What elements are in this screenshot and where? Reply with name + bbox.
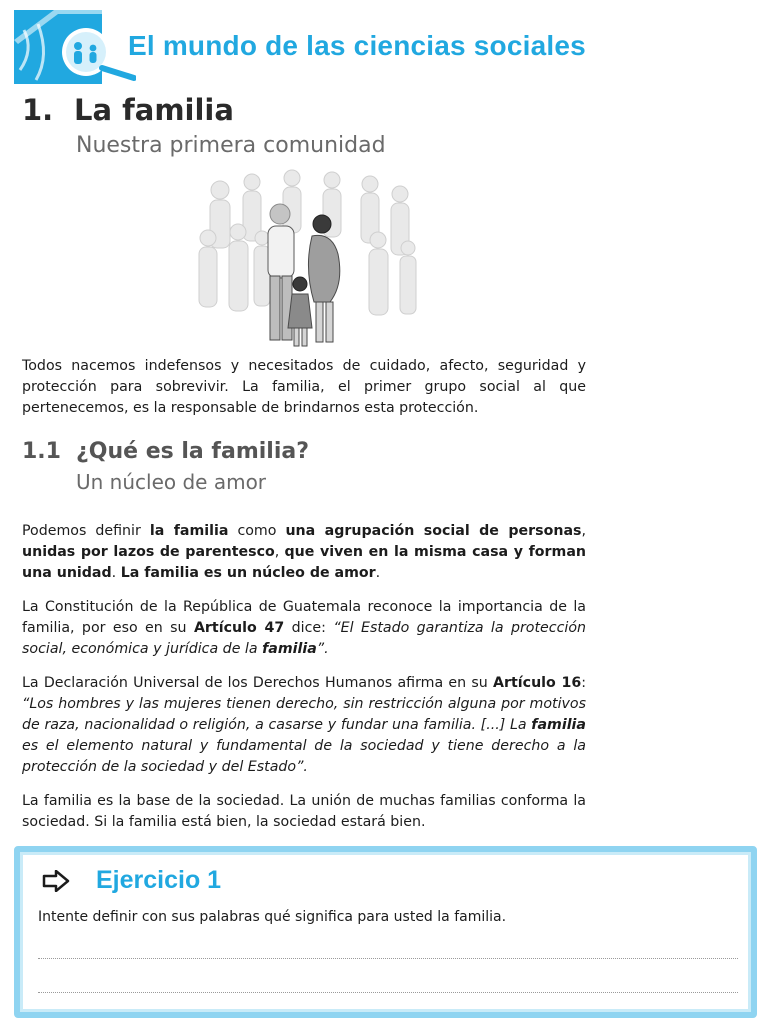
text-run: como	[228, 523, 286, 539]
base-paragraph: La familia es la base de la sociedad. La unión de muchas familias conforma la sociedad. Si la familia está bien, la sociedad estará bien.	[22, 793, 586, 830]
text-run: :	[581, 675, 586, 691]
exercise-title: Ejercicio 1	[96, 866, 222, 894]
intro-paragraph: Todos nacemos indefensos y necesitados de cuidado, afecto, seguridad y protección para sobrevivir. La familia, el primer grupo social al que pertenecemos, es la responsable de brindarnos esta protección.	[22, 358, 586, 416]
article-reference: Artículo 16	[493, 675, 582, 691]
text-run: La Constitución de la República de Guatemala reconoce la importancia de la familia, por eso en su	[22, 599, 586, 636]
text-run: dice:	[284, 620, 334, 636]
quote-text: “El Estado garantiza la protección social, económica y jurídica de la	[22, 620, 586, 657]
quote-text: es el elemento natural y fundamental de la sociedad y tiene derecho a la protección de la sociedad y del Estado”.	[22, 738, 586, 775]
section-number: 1.	[22, 93, 54, 127]
constitution-paragraph	[22, 597, 586, 660]
section-subtitle: Nuestra primera comunidad	[76, 133, 386, 158]
bold-term: unidas por lazos de parentesco	[22, 544, 275, 560]
family-crowd-illustration	[192, 168, 422, 356]
text-run: .	[111, 565, 121, 581]
subsection-title	[22, 439, 309, 464]
section-title	[22, 93, 234, 127]
text-run: Podemos definir	[22, 523, 150, 539]
arrow-right-icon	[42, 870, 70, 892]
answer-line[interactable]	[38, 958, 738, 959]
quote-text: “Los hombres y las mujeres tienen derecho, sin restricción alguna por motivos de raza, nacionalidad o religión, a casarse y fundar una familia. [...] La	[22, 696, 586, 733]
exercise-prompt: Intente definir con sus palabras qué significa para usted la familia.	[38, 909, 507, 925]
article-reference: Artículo 47	[193, 620, 285, 636]
section-title-text: La familia	[74, 93, 234, 127]
bold-term: La familia es un núcleo de amor	[120, 565, 376, 581]
bold-term: la familia	[149, 523, 229, 539]
declaration-paragraph	[22, 673, 586, 778]
bold-italic-term: familia	[531, 717, 586, 733]
unit-logo-icon	[14, 10, 136, 84]
text-run: ,	[274, 544, 285, 560]
definition-paragraph	[22, 521, 586, 584]
bold-term: que viven en la misma casa y forman una unidad	[22, 544, 586, 581]
subsection-title-text: ¿Qué es la familia?	[76, 439, 309, 464]
unit-title: El mundo de las ciencias sociales	[128, 30, 586, 61]
text-run: ,	[581, 523, 586, 539]
exercise-box	[14, 846, 757, 1018]
subsection-number: 1.1	[22, 439, 61, 464]
quote-text: ”.	[316, 641, 329, 657]
text-run: La Declaración Universal de los Derechos Humanos afirma en su	[22, 675, 494, 691]
answer-line[interactable]	[38, 992, 738, 993]
bold-term: una agrupación social de personas	[285, 523, 582, 539]
text-run: .	[375, 565, 381, 581]
bold-italic-term: familia	[262, 641, 317, 657]
subsection-subtitle: Un núcleo de amor	[76, 470, 267, 494]
